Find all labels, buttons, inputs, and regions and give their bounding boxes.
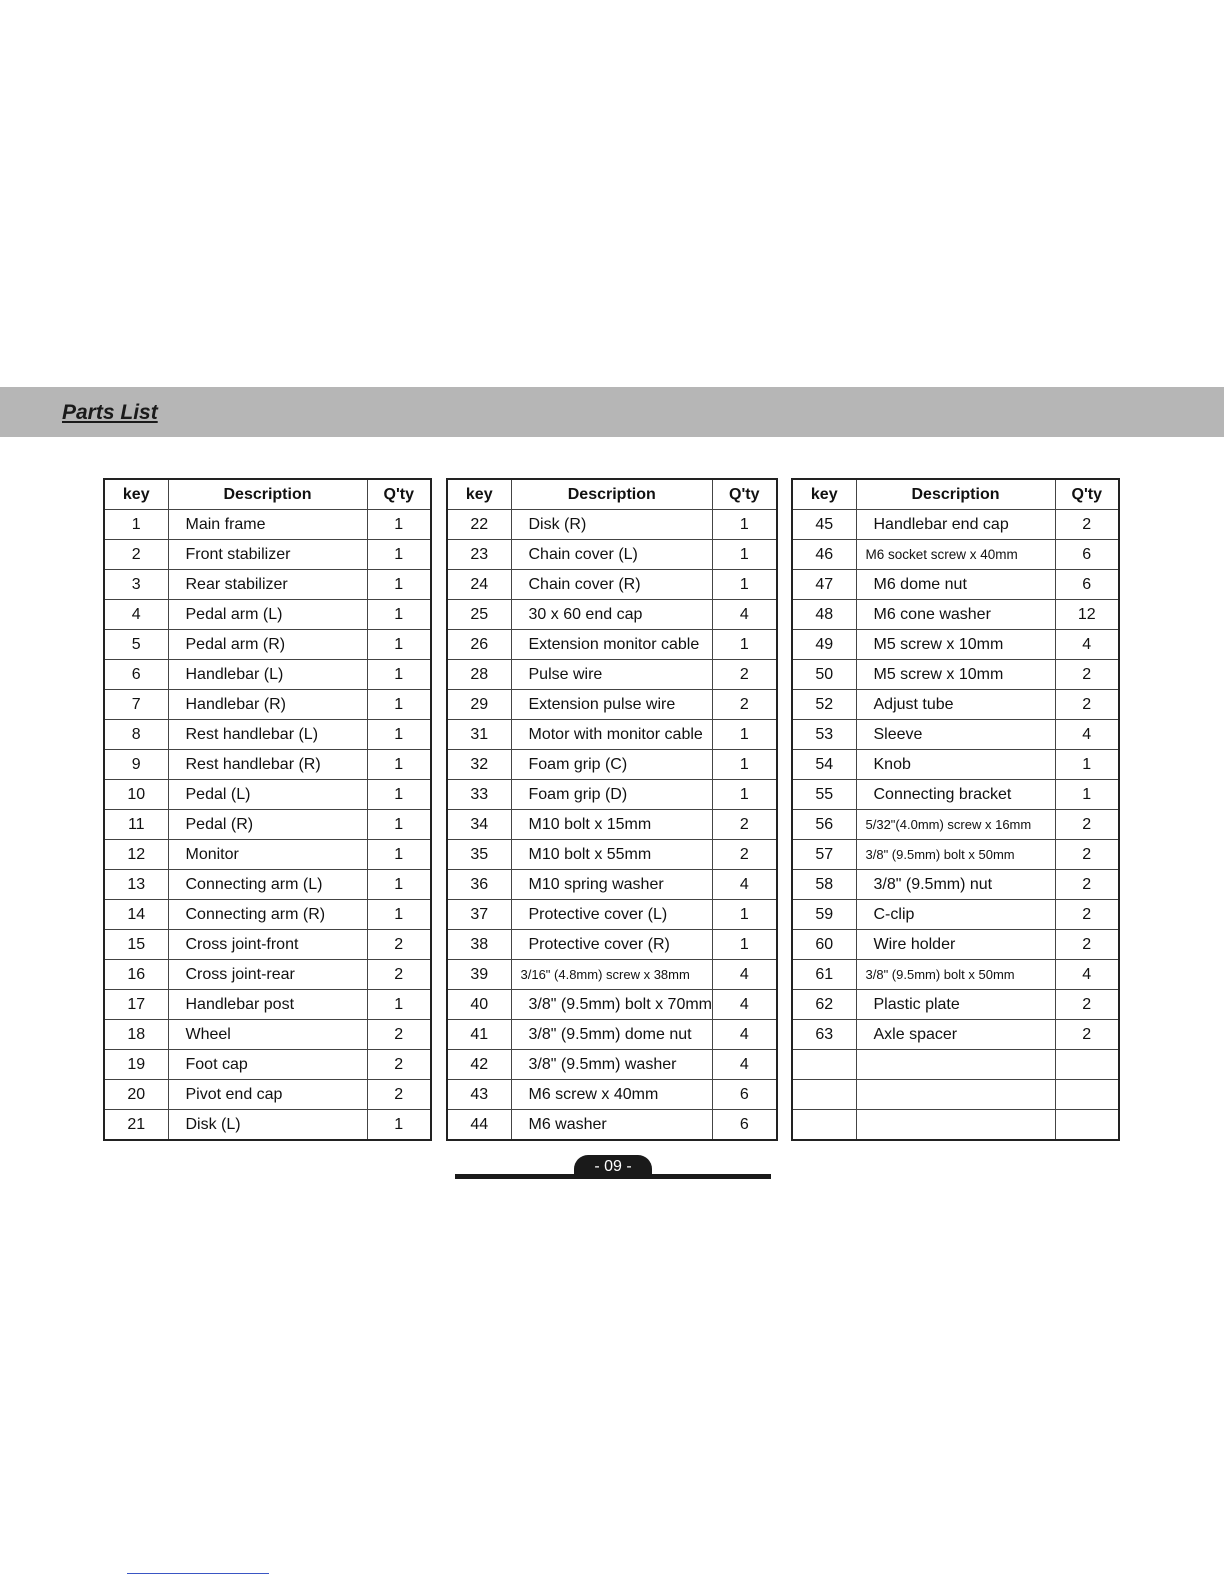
part-description: Pivot end cap — [168, 1080, 367, 1110]
table-row — [447, 510, 777, 540]
part-description: Handlebar (L) — [168, 660, 367, 690]
table-row — [792, 570, 1119, 600]
table-row — [792, 1020, 1119, 1050]
part-quantity: 2 — [367, 1050, 431, 1080]
parts-table-2 — [446, 478, 778, 1141]
header-description: Description — [168, 479, 367, 510]
part-quantity: 2 — [367, 960, 431, 990]
table-row — [447, 780, 777, 810]
part-description: 5/32"(4.0mm) screw x 16mm — [856, 810, 1055, 840]
table-row — [104, 780, 431, 810]
part-description: Connecting bracket — [856, 780, 1055, 810]
part-quantity: 1 — [367, 750, 431, 780]
part-quantity: 2 — [1055, 870, 1119, 900]
part-quantity: 2 — [1055, 1020, 1119, 1050]
table-row — [792, 660, 1119, 690]
table-row — [104, 720, 431, 750]
part-key: 37 — [447, 900, 511, 930]
part-description: Wire holder — [856, 930, 1055, 960]
part-key: 59 — [792, 900, 856, 930]
part-key: 32 — [447, 750, 511, 780]
table-row — [447, 930, 777, 960]
part-description: M6 washer — [511, 1110, 713, 1141]
part-key: 60 — [792, 930, 856, 960]
part-description: M6 screw x 40mm — [511, 1080, 713, 1110]
part-quantity: 2 — [367, 1020, 431, 1050]
part-description: Connecting arm (R) — [168, 900, 367, 930]
part-quantity: 2 — [713, 810, 777, 840]
part-description: Pedal (R) — [168, 810, 367, 840]
part-description: Chain cover (R) — [511, 570, 713, 600]
header-key: key — [104, 479, 168, 510]
part-description: Foam grip (D) — [511, 780, 713, 810]
table-row — [104, 510, 431, 540]
part-key: 58 — [792, 870, 856, 900]
table-row — [792, 780, 1119, 810]
part-key: 35 — [447, 840, 511, 870]
part-key: 6 — [104, 660, 168, 690]
part-description: 3/8" (9.5mm) washer — [511, 1050, 713, 1080]
part-description: Adjust tube — [856, 690, 1055, 720]
part-quantity: 1 — [367, 780, 431, 810]
part-key: 46 — [792, 540, 856, 570]
parts-table-1 — [103, 478, 432, 1141]
part-description: 3/8" (9.5mm) bolt x 70mm — [511, 990, 713, 1020]
part-key: 9 — [104, 750, 168, 780]
part-key: 56 — [792, 810, 856, 840]
part-description: Plastic plate — [856, 990, 1055, 1020]
part-description: Rest handlebar (L) — [168, 720, 367, 750]
part-quantity: 1 — [1055, 750, 1119, 780]
part-quantity — [1055, 1050, 1119, 1080]
table-row — [792, 1050, 1119, 1080]
part-description: Monitor — [168, 840, 367, 870]
page-number: - 09 - — [574, 1155, 652, 1179]
table-row — [104, 1020, 431, 1050]
part-key: 14 — [104, 900, 168, 930]
table-row — [447, 1020, 777, 1050]
part-quantity: 4 — [713, 960, 777, 990]
part-quantity: 2 — [1055, 810, 1119, 840]
part-description — [856, 1110, 1055, 1141]
table-row — [792, 840, 1119, 870]
part-key: 33 — [447, 780, 511, 810]
table-row — [447, 720, 777, 750]
part-key: 22 — [447, 510, 511, 540]
part-description: Motor with monitor cable — [511, 720, 713, 750]
part-quantity: 1 — [367, 900, 431, 930]
part-description: M6 socket screw x 40mm — [856, 540, 1055, 570]
table-row — [792, 960, 1119, 990]
table-row — [447, 900, 777, 930]
part-description: 30 x 60 end cap — [511, 600, 713, 630]
part-quantity: 1 — [367, 510, 431, 540]
part-key: 45 — [792, 510, 856, 540]
part-key: 4 — [104, 600, 168, 630]
header-description: Description — [511, 479, 713, 510]
part-quantity: 2 — [1055, 510, 1119, 540]
part-description: Knob — [856, 750, 1055, 780]
table-row — [104, 990, 431, 1020]
part-quantity: 2 — [713, 660, 777, 690]
parts-table-3 — [791, 478, 1120, 1141]
part-quantity: 2 — [1055, 690, 1119, 720]
table-row — [792, 810, 1119, 840]
part-description: M5 screw x 10mm — [856, 660, 1055, 690]
part-quantity: 2 — [713, 840, 777, 870]
table-row — [792, 720, 1119, 750]
part-key: 23 — [447, 540, 511, 570]
table-row — [447, 690, 777, 720]
part-quantity: 1 — [713, 780, 777, 810]
part-quantity: 4 — [1055, 960, 1119, 990]
part-key: 10 — [104, 780, 168, 810]
part-description: Pedal arm (L) — [168, 600, 367, 630]
table-row — [447, 1080, 777, 1110]
part-description: Disk (R) — [511, 510, 713, 540]
table-row — [447, 1050, 777, 1080]
part-description: Chain cover (L) — [511, 540, 713, 570]
part-description: 3/8" (9.5mm) dome nut — [511, 1020, 713, 1050]
part-quantity: 2 — [1055, 930, 1119, 960]
part-description: M6 cone washer — [856, 600, 1055, 630]
part-description: Handlebar post — [168, 990, 367, 1020]
table-row — [792, 750, 1119, 780]
part-description: 3/8" (9.5mm) nut — [856, 870, 1055, 900]
part-quantity: 2 — [1055, 840, 1119, 870]
part-key: 57 — [792, 840, 856, 870]
table-row — [104, 570, 431, 600]
part-description: Rest handlebar (R) — [168, 750, 367, 780]
table-row — [104, 660, 431, 690]
part-quantity: 2 — [367, 1080, 431, 1110]
table-row — [104, 1080, 431, 1110]
part-key: 50 — [792, 660, 856, 690]
part-key: 40 — [447, 990, 511, 1020]
part-key: 29 — [447, 690, 511, 720]
table-header-row — [447, 479, 777, 510]
part-key: 53 — [792, 720, 856, 750]
header-qty: Q'ty — [713, 479, 777, 510]
part-quantity: 1 — [367, 660, 431, 690]
table-row — [104, 810, 431, 840]
part-description: M10 bolt x 55mm — [511, 840, 713, 870]
part-description: 3/8" (9.5mm) bolt x 50mm — [856, 960, 1055, 990]
part-quantity: 1 — [713, 570, 777, 600]
part-description: Protective cover (R) — [511, 930, 713, 960]
part-key: 20 — [104, 1080, 168, 1110]
table-row — [447, 750, 777, 780]
part-quantity: 1 — [713, 750, 777, 780]
part-description: M10 bolt x 15mm — [511, 810, 713, 840]
part-quantity: 2 — [367, 930, 431, 960]
part-quantity — [1055, 1080, 1119, 1110]
part-quantity: 6 — [1055, 540, 1119, 570]
part-quantity: 1 — [1055, 780, 1119, 810]
part-description: M6 dome nut — [856, 570, 1055, 600]
part-key: 48 — [792, 600, 856, 630]
part-quantity: 1 — [367, 1110, 431, 1141]
part-description: Front stabilizer — [168, 540, 367, 570]
table-row — [792, 510, 1119, 540]
table-row — [447, 990, 777, 1020]
part-key: 31 — [447, 720, 511, 750]
part-key: 17 — [104, 990, 168, 1020]
part-key: 8 — [104, 720, 168, 750]
part-quantity: 1 — [367, 570, 431, 600]
part-key: 1 — [104, 510, 168, 540]
part-key — [792, 1080, 856, 1110]
part-description: Handlebar (R) — [168, 690, 367, 720]
table-row — [104, 960, 431, 990]
table-row — [104, 1110, 431, 1141]
part-description: Pulse wire — [511, 660, 713, 690]
part-quantity: 2 — [1055, 990, 1119, 1020]
table-row — [447, 540, 777, 570]
part-key: 7 — [104, 690, 168, 720]
part-quantity: 1 — [713, 930, 777, 960]
part-key — [792, 1050, 856, 1080]
table-row — [447, 660, 777, 690]
part-description: Connecting arm (L) — [168, 870, 367, 900]
table-row — [792, 870, 1119, 900]
part-quantity: 6 — [1055, 570, 1119, 600]
part-key: 24 — [447, 570, 511, 600]
part-quantity: 1 — [367, 600, 431, 630]
part-description: Sleeve — [856, 720, 1055, 750]
header-qty: Q'ty — [1055, 479, 1119, 510]
table-row — [104, 540, 431, 570]
table-row — [792, 1080, 1119, 1110]
part-quantity: 1 — [713, 540, 777, 570]
part-description: Cross joint-front — [168, 930, 367, 960]
table-row — [104, 840, 431, 870]
part-key: 26 — [447, 630, 511, 660]
part-quantity: 1 — [367, 810, 431, 840]
part-quantity: 4 — [1055, 630, 1119, 660]
part-key: 12 — [104, 840, 168, 870]
part-description: Axle spacer — [856, 1020, 1055, 1050]
part-quantity: 4 — [713, 1050, 777, 1080]
table-row — [104, 930, 431, 960]
part-description: Protective cover (L) — [511, 900, 713, 930]
part-description: Pedal (L) — [168, 780, 367, 810]
table-row — [792, 630, 1119, 660]
part-quantity: 1 — [367, 840, 431, 870]
table-row — [447, 570, 777, 600]
part-key: 49 — [792, 630, 856, 660]
table-row — [447, 630, 777, 660]
table-row — [104, 690, 431, 720]
table-row — [104, 600, 431, 630]
part-key: 13 — [104, 870, 168, 900]
part-description: Cross joint-rear — [168, 960, 367, 990]
footer-link-line — [127, 1573, 269, 1574]
part-quantity: 1 — [713, 630, 777, 660]
part-key: 38 — [447, 930, 511, 960]
part-key: 36 — [447, 870, 511, 900]
table-row — [792, 990, 1119, 1020]
table-row — [104, 870, 431, 900]
part-key: 19 — [104, 1050, 168, 1080]
part-key: 52 — [792, 690, 856, 720]
table-row — [447, 600, 777, 630]
part-description: Extension pulse wire — [511, 690, 713, 720]
part-quantity: 1 — [713, 900, 777, 930]
part-key: 11 — [104, 810, 168, 840]
part-key: 21 — [104, 1110, 168, 1141]
header-qty: Q'ty — [367, 479, 431, 510]
part-key: 43 — [447, 1080, 511, 1110]
table-row — [104, 1050, 431, 1080]
part-description — [856, 1050, 1055, 1080]
part-key: 28 — [447, 660, 511, 690]
part-quantity: 2 — [713, 690, 777, 720]
part-description: Rear stabilizer — [168, 570, 367, 600]
part-key: 25 — [447, 600, 511, 630]
part-description: 3/8" (9.5mm) bolt x 50mm — [856, 840, 1055, 870]
table-row — [104, 900, 431, 930]
part-quantity: 2 — [1055, 900, 1119, 930]
table-row — [792, 930, 1119, 960]
page-title: Parts List — [62, 401, 158, 424]
table-row — [792, 900, 1119, 930]
part-quantity: 1 — [367, 870, 431, 900]
part-quantity: 6 — [713, 1080, 777, 1110]
table-row — [447, 840, 777, 870]
part-key: 39 — [447, 960, 511, 990]
part-description: Foot cap — [168, 1050, 367, 1080]
part-quantity: 1 — [713, 510, 777, 540]
part-key — [792, 1110, 856, 1141]
part-description: M10 spring washer — [511, 870, 713, 900]
part-description — [856, 1080, 1055, 1110]
table-row — [104, 630, 431, 660]
part-description: Disk (L) — [168, 1110, 367, 1141]
part-key: 55 — [792, 780, 856, 810]
part-key: 5 — [104, 630, 168, 660]
header-key: key — [792, 479, 856, 510]
part-key: 41 — [447, 1020, 511, 1050]
part-description: Wheel — [168, 1020, 367, 1050]
part-quantity: 1 — [367, 720, 431, 750]
part-key: 3 — [104, 570, 168, 600]
part-description: Extension monitor cable — [511, 630, 713, 660]
part-key: 16 — [104, 960, 168, 990]
table-row — [447, 810, 777, 840]
table-row — [447, 960, 777, 990]
table-row — [792, 540, 1119, 570]
part-description: Pedal arm (R) — [168, 630, 367, 660]
table-header-row — [104, 479, 431, 510]
part-quantity: 12 — [1055, 600, 1119, 630]
table-row — [104, 750, 431, 780]
part-quantity — [1055, 1110, 1119, 1141]
part-key: 18 — [104, 1020, 168, 1050]
part-key: 54 — [792, 750, 856, 780]
table-row — [447, 1110, 777, 1141]
part-key: 44 — [447, 1110, 511, 1141]
part-description: Main frame — [168, 510, 367, 540]
part-quantity: 2 — [1055, 660, 1119, 690]
part-key: 15 — [104, 930, 168, 960]
part-key: 34 — [447, 810, 511, 840]
part-quantity: 6 — [713, 1110, 777, 1141]
part-key: 61 — [792, 960, 856, 990]
part-description: C-clip — [856, 900, 1055, 930]
header-key: key — [447, 479, 511, 510]
part-key: 42 — [447, 1050, 511, 1080]
part-quantity: 1 — [367, 690, 431, 720]
part-quantity: 4 — [713, 1020, 777, 1050]
part-description: M5 screw x 10mm — [856, 630, 1055, 660]
part-key: 47 — [792, 570, 856, 600]
part-description: Handlebar end cap — [856, 510, 1055, 540]
part-quantity: 1 — [367, 990, 431, 1020]
part-key: 62 — [792, 990, 856, 1020]
part-description: Foam grip (C) — [511, 750, 713, 780]
part-description: 3/16" (4.8mm) screw x 38mm — [511, 960, 713, 990]
part-quantity: 4 — [1055, 720, 1119, 750]
part-quantity: 4 — [713, 990, 777, 1020]
header-description: Description — [856, 479, 1055, 510]
table-row — [792, 1110, 1119, 1141]
part-key: 2 — [104, 540, 168, 570]
table-row — [447, 870, 777, 900]
table-header-row — [792, 479, 1119, 510]
part-key: 63 — [792, 1020, 856, 1050]
part-quantity: 1 — [713, 720, 777, 750]
part-quantity: 1 — [367, 540, 431, 570]
header-band — [0, 387, 1224, 437]
part-quantity: 4 — [713, 600, 777, 630]
table-row — [792, 690, 1119, 720]
part-quantity: 4 — [713, 870, 777, 900]
part-quantity: 1 — [367, 630, 431, 660]
table-row — [792, 600, 1119, 630]
